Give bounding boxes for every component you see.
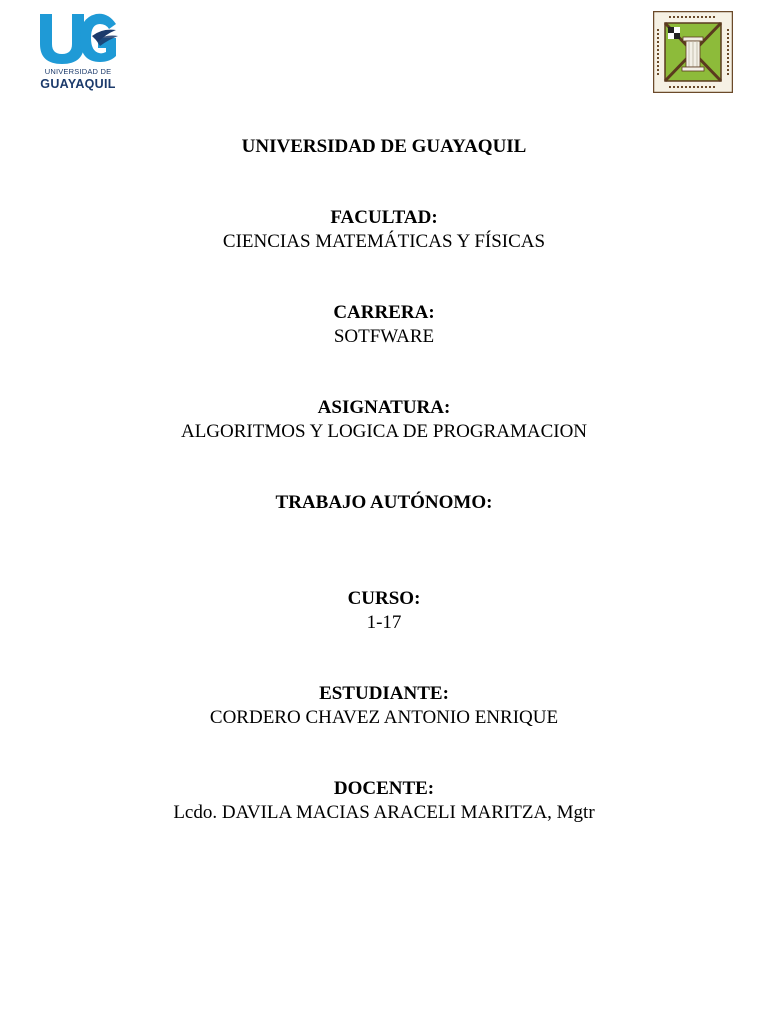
section-label: DOCENTE: bbox=[333, 778, 435, 799]
logo-caption-small: UNIVERSIDAD DE bbox=[44, 67, 112, 76]
section-carrera bbox=[0, 301, 768, 349]
section-estudiante bbox=[0, 682, 768, 730]
section-label: FACULTAD: bbox=[330, 207, 438, 228]
section-value: Lcdo. DAVILA MACIAS ARACELI MARITZA, Mgtr bbox=[173, 802, 595, 823]
section-label: TRABAJO AUTÓNOMO: bbox=[275, 492, 493, 513]
section-asignatura bbox=[0, 396, 768, 444]
section-label: ASIGNATURA: bbox=[317, 397, 451, 418]
faculty-seal-icon bbox=[653, 11, 733, 93]
ug-logo-mark-icon bbox=[36, 10, 120, 66]
section-facultad bbox=[0, 206, 768, 254]
university-logo-caption bbox=[36, 68, 120, 90]
section-value: CIENCIAS MATEMÁTICAS Y FÍSICAS bbox=[222, 231, 546, 252]
section-trabajo-autonomo bbox=[0, 491, 768, 515]
university-logo bbox=[36, 10, 120, 94]
logo-caption-big: GUAYAQUIL bbox=[40, 76, 116, 91]
section-curso bbox=[0, 587, 768, 635]
section-value: 1-17 bbox=[366, 612, 402, 633]
section-docente bbox=[0, 777, 768, 825]
section-value: CORDERO CHAVEZ ANTONIO ENRIQUE bbox=[209, 707, 559, 728]
section-value: ALGORITMOS Y LOGICA DE PROGRAMACION bbox=[180, 421, 588, 442]
section-label: ESTUDIANTE: bbox=[319, 683, 449, 704]
section-value: SOTFWARE bbox=[333, 326, 435, 347]
faculty-logo bbox=[653, 11, 733, 93]
section-label: CURSO: bbox=[347, 588, 421, 609]
university-title: UNIVERSIDAD DE GUAYAQUIL bbox=[241, 136, 527, 157]
section-label: CARRERA: bbox=[333, 302, 435, 323]
